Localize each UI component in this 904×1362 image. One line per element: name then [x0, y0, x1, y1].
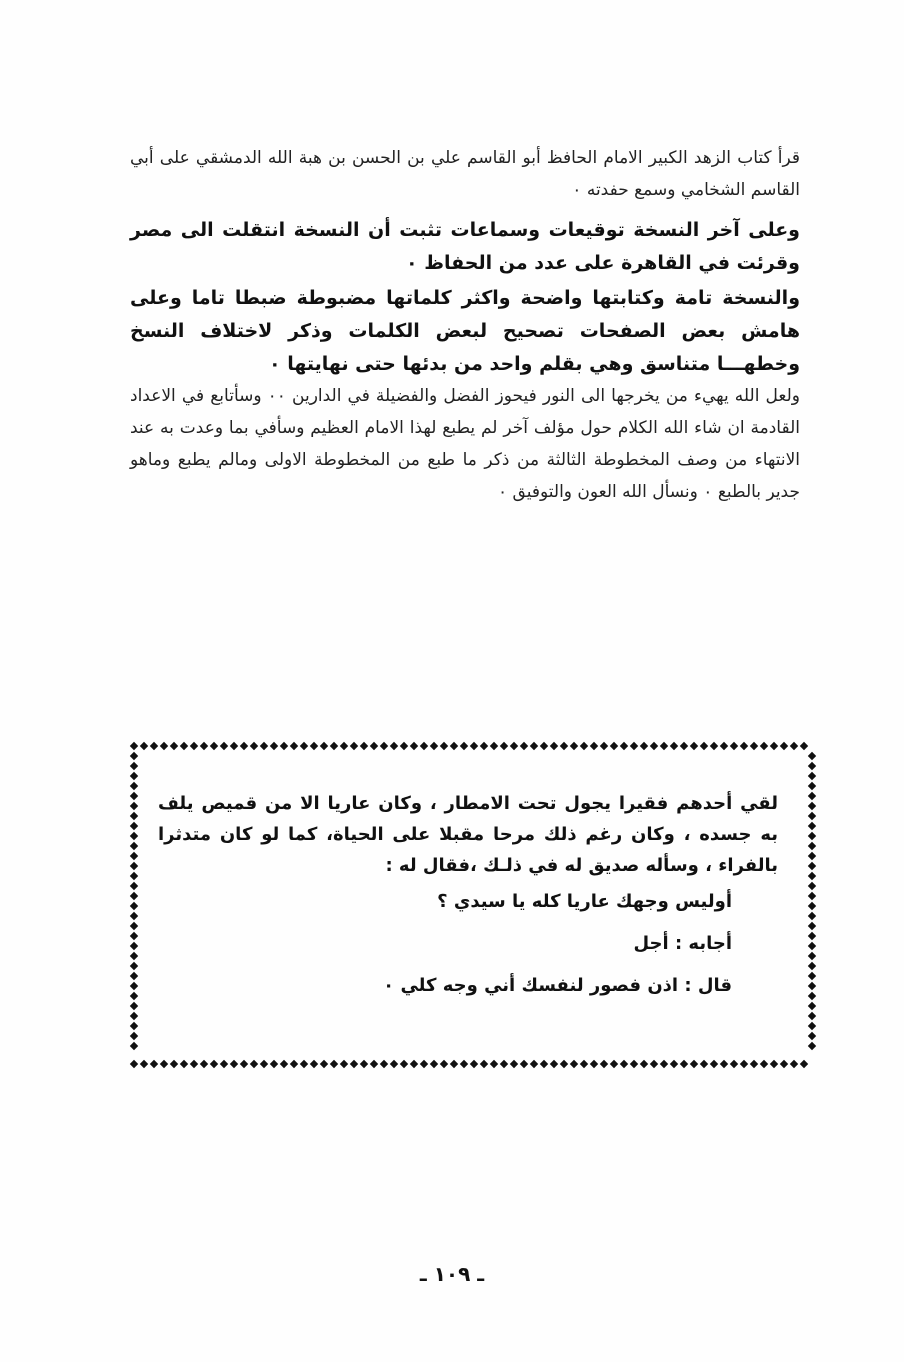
border-diamond	[520, 742, 528, 750]
border-diamond	[160, 742, 168, 750]
paragraph-3	[130, 282, 800, 381]
anecdote-question: أوليس وجهك عاريا كله يا سيدي ؟	[437, 891, 732, 912]
border-diamond	[260, 1060, 268, 1068]
border-diamond	[808, 932, 816, 940]
border-diamond	[390, 1060, 398, 1068]
border-diamond	[150, 1060, 158, 1068]
border-diamond	[130, 812, 138, 820]
border-diamond	[808, 902, 816, 910]
border-diamond	[470, 1060, 478, 1068]
border-diamond	[130, 1042, 138, 1050]
border-diamond	[800, 742, 808, 750]
border-diamond	[610, 1060, 618, 1068]
border-diamond	[550, 742, 558, 750]
border-diamond	[640, 742, 648, 750]
border-diamond	[460, 742, 468, 750]
border-diamond	[180, 1060, 188, 1068]
border-diamond	[580, 1060, 588, 1068]
border-diamond	[808, 832, 816, 840]
border-diamond	[470, 742, 478, 750]
border-diamond	[808, 952, 816, 960]
border-diamond	[130, 852, 138, 860]
border-diamond	[600, 742, 608, 750]
border-diamond	[650, 1060, 658, 1068]
border-diamond	[450, 742, 458, 750]
border-diamond	[130, 1002, 138, 1010]
border-diamond	[670, 742, 678, 750]
border-diamond	[130, 842, 138, 850]
border-diamond	[620, 1060, 628, 1068]
border-diamond	[320, 1060, 328, 1068]
border-diamond	[790, 742, 798, 750]
border-diamond	[300, 742, 308, 750]
border-diamond	[420, 1060, 428, 1068]
border-diamond	[130, 1022, 138, 1030]
border-diamond	[210, 1060, 218, 1068]
border-diamond	[770, 1060, 778, 1068]
border-diamond	[130, 802, 138, 810]
border-diamond	[140, 742, 148, 750]
border-diamond	[808, 922, 816, 930]
border-diamond	[560, 1060, 568, 1068]
border-diamond	[610, 742, 618, 750]
border-diamond	[780, 742, 788, 750]
border-diamond	[190, 1060, 198, 1068]
border-diamond	[640, 1060, 648, 1068]
border-diamond	[670, 1060, 678, 1068]
border-diamond	[210, 742, 218, 750]
border-diamond	[250, 742, 258, 750]
border-diamond	[720, 742, 728, 750]
border-diamond	[130, 762, 138, 770]
border-diamond	[130, 882, 138, 890]
border-diamond	[808, 782, 816, 790]
border-diamond	[760, 742, 768, 750]
border-diamond	[280, 1060, 288, 1068]
border-diamond	[170, 1060, 178, 1068]
border-diamond	[490, 742, 498, 750]
border-diamond	[450, 1060, 458, 1068]
border-diamond	[130, 872, 138, 880]
border-diamond	[700, 742, 708, 750]
border-diamond	[280, 742, 288, 750]
border-diamond	[130, 962, 138, 970]
border-diamond	[360, 1060, 368, 1068]
border-diamond	[410, 1060, 418, 1068]
border-diamond	[300, 1060, 308, 1068]
border-diamond	[130, 902, 138, 910]
border-diamond	[350, 742, 358, 750]
border-diamond	[808, 842, 816, 850]
border-diamond	[590, 742, 598, 750]
paragraph-1-text: قرأ كتاب الزهد الكبير الامام الحافظ أبو القاسم علي بن الحسن بن هبة الله الدمشقي على أبي القاسم الشخامي وسمع حفدته ٠	[130, 148, 800, 200]
border-diamond	[620, 742, 628, 750]
border-diamond	[480, 742, 488, 750]
border-diamond	[130, 892, 138, 900]
border-diamond	[730, 742, 738, 750]
border-diamond	[130, 792, 138, 800]
border-diamond	[140, 1060, 148, 1068]
border-diamond	[170, 742, 178, 750]
border-diamond	[600, 1060, 608, 1068]
border-diamond	[130, 742, 138, 750]
border-diamond	[480, 1060, 488, 1068]
border-diamond	[740, 1060, 748, 1068]
border-diamond	[130, 822, 138, 830]
border-diamond	[570, 742, 578, 750]
border-diamond	[260, 742, 268, 750]
paragraph-4	[130, 380, 800, 508]
paragraph-4-text: ولعل الله يهيء من يخرجها الى النور فيحوز الفضل والفضيلة في الدارين ٠٠ وسأتابع في الاعداد القادمة ان شاء الله الكلام حول مؤلف آخر لم يطبع لهذا الامام العظيم وسأفي بما وعدت به عند الانتهاء من وصف المخطوطة الثالثة من ذكر ما طبع من المخطوطة الاولى ومالم يطبع وماهو جدير بالطبع ٠ ونسأل الله العون والتوفيق ٠	[130, 386, 800, 502]
border-diamond	[808, 822, 816, 830]
border-diamond	[320, 742, 328, 750]
border-diamond	[808, 942, 816, 950]
border-diamond	[780, 1060, 788, 1068]
border-diamond	[680, 1060, 688, 1068]
border-diamond	[130, 952, 138, 960]
border-diamond	[808, 1012, 816, 1020]
border-diamond	[730, 1060, 738, 1068]
border-diamond	[420, 742, 428, 750]
border-diamond	[410, 742, 418, 750]
border-diamond	[808, 882, 816, 890]
border-diamond	[130, 982, 138, 990]
border-diamond	[430, 742, 438, 750]
border-diamond	[370, 1060, 378, 1068]
paragraph-2-text: وعلى آخر النسخة توقيعات وسماعات تثبت أن النسخة انتقلت الى مصر وقرئت في القاهرة على عدد من الحفاظ ٠	[130, 219, 800, 274]
border-diamond	[130, 972, 138, 980]
border-diamond	[130, 752, 138, 760]
border-diamond	[380, 742, 388, 750]
border-diamond	[220, 1060, 228, 1068]
border-diamond	[400, 742, 408, 750]
border-diamond	[430, 1060, 438, 1068]
border-diamond	[130, 1032, 138, 1040]
border-diamond	[750, 1060, 758, 1068]
border-diamond	[630, 1060, 638, 1068]
border-diamond	[130, 862, 138, 870]
border-diamond	[130, 912, 138, 920]
border-diamond	[370, 742, 378, 750]
border-diamond	[808, 892, 816, 900]
border-diamond	[310, 742, 318, 750]
border-diamond	[240, 1060, 248, 1068]
border-diamond	[130, 922, 138, 930]
border-diamond	[808, 802, 816, 810]
border-diamond	[680, 742, 688, 750]
border-diamond	[808, 862, 816, 870]
border-diamond	[270, 1060, 278, 1068]
border-diamond	[808, 962, 816, 970]
border-diamond	[250, 1060, 258, 1068]
border-diamond	[290, 742, 298, 750]
border-diamond	[660, 742, 668, 750]
border-diamond	[808, 852, 816, 860]
border-diamond	[808, 1042, 816, 1050]
border-diamond	[590, 1060, 598, 1068]
border-diamond	[710, 742, 718, 750]
anecdote-story: لقي أحدهم فقيرا يجول تحت الامطار ، وكان عاريا الا من قميص يلف به جسده ، وكان رغم ذلك مرحا مقبلا على الحياة، كما لو كان متدثرا بالفراء ، وسأله صديق له في ذلـك ،فقال له :	[158, 793, 778, 876]
border-diamond	[700, 1060, 708, 1068]
border-diamond	[350, 1060, 358, 1068]
border-diamond	[330, 742, 338, 750]
border-diamond	[808, 792, 816, 800]
border-diamond	[570, 1060, 578, 1068]
border-diamond	[760, 1060, 768, 1068]
border-diamond	[200, 1060, 208, 1068]
border-diamond	[808, 992, 816, 1000]
border-diamond	[220, 742, 228, 750]
anecdote-content	[158, 788, 778, 1007]
border-diamond	[808, 1002, 816, 1010]
border-diamond	[540, 742, 548, 750]
border-diamond	[808, 972, 816, 980]
border-diamond	[150, 742, 158, 750]
border-diamond	[390, 742, 398, 750]
border-diamond	[510, 742, 518, 750]
border-diamond	[690, 742, 698, 750]
border-diamond	[690, 1060, 698, 1068]
border-diamond	[500, 742, 508, 750]
border-diamond	[400, 1060, 408, 1068]
paragraph-2	[130, 214, 800, 280]
border-diamond	[290, 1060, 298, 1068]
anecdote-answer: أجابه : أجل	[633, 933, 732, 954]
border-diamond	[230, 742, 238, 750]
anecdote-box	[128, 740, 818, 1070]
border-diamond	[130, 992, 138, 1000]
border-diamond	[530, 1060, 538, 1068]
border-diamond	[340, 1060, 348, 1068]
border-diamond	[310, 1060, 318, 1068]
border-diamond	[808, 1022, 816, 1030]
border-diamond	[550, 1060, 558, 1068]
border-diamond	[130, 942, 138, 950]
border-diamond	[440, 742, 448, 750]
border-diamond	[500, 1060, 508, 1068]
border-diamond	[808, 762, 816, 770]
border-diamond	[560, 742, 568, 750]
border-diamond	[650, 742, 658, 750]
anecdote-conclusion: قال : اذن فصور لنفسك أني وجه كلي ٠	[383, 975, 732, 996]
border-diamond	[808, 872, 816, 880]
border-diamond	[490, 1060, 498, 1068]
border-diamond	[808, 1032, 816, 1040]
border-diamond	[630, 742, 638, 750]
border-diamond	[130, 1012, 138, 1020]
border-diamond	[130, 772, 138, 780]
border-diamond	[360, 742, 368, 750]
border-diamond	[800, 1060, 808, 1068]
border-diamond	[710, 1060, 718, 1068]
border-diamond	[740, 742, 748, 750]
border-diamond	[380, 1060, 388, 1068]
border-diamond	[180, 742, 188, 750]
border-diamond	[270, 742, 278, 750]
border-diamond	[440, 1060, 448, 1068]
border-diamond	[340, 742, 348, 750]
border-diamond	[520, 1060, 528, 1068]
border-diamond	[240, 742, 248, 750]
border-diamond	[720, 1060, 728, 1068]
border-diamond	[230, 1060, 238, 1068]
border-diamond	[808, 982, 816, 990]
border-diamond	[510, 1060, 518, 1068]
border-diamond	[790, 1060, 798, 1068]
border-diamond	[130, 782, 138, 790]
border-diamond	[200, 742, 208, 750]
border-diamond	[460, 1060, 468, 1068]
border-diamond	[130, 932, 138, 940]
paragraph-1	[130, 142, 800, 206]
border-diamond	[808, 752, 816, 760]
border-diamond	[808, 772, 816, 780]
border-diamond	[330, 1060, 338, 1068]
border-diamond	[770, 742, 778, 750]
border-diamond	[190, 742, 198, 750]
border-diamond	[580, 742, 588, 750]
border-diamond	[130, 832, 138, 840]
border-diamond	[808, 912, 816, 920]
page-number: ـ ١٠٩ ـ	[419, 1262, 485, 1286]
border-diamond	[540, 1060, 548, 1068]
border-diamond	[750, 742, 758, 750]
paragraph-3-text: والنسخة تامة وكتابتها واضحة واكثر كلماتها مضبوطة ضبطا تاما وعلى هامش بعض الصفحات تصحيح لبعض الكلمات وذكر لاختلاف النسخ وخطهـــا متناسق وهي بقلم واحد من بدئها حتى نهايتها ٠	[130, 287, 800, 375]
border-diamond	[660, 1060, 668, 1068]
border-diamond	[160, 1060, 168, 1068]
border-diamond	[808, 812, 816, 820]
border-diamond	[530, 742, 538, 750]
border-diamond	[130, 1060, 138, 1068]
